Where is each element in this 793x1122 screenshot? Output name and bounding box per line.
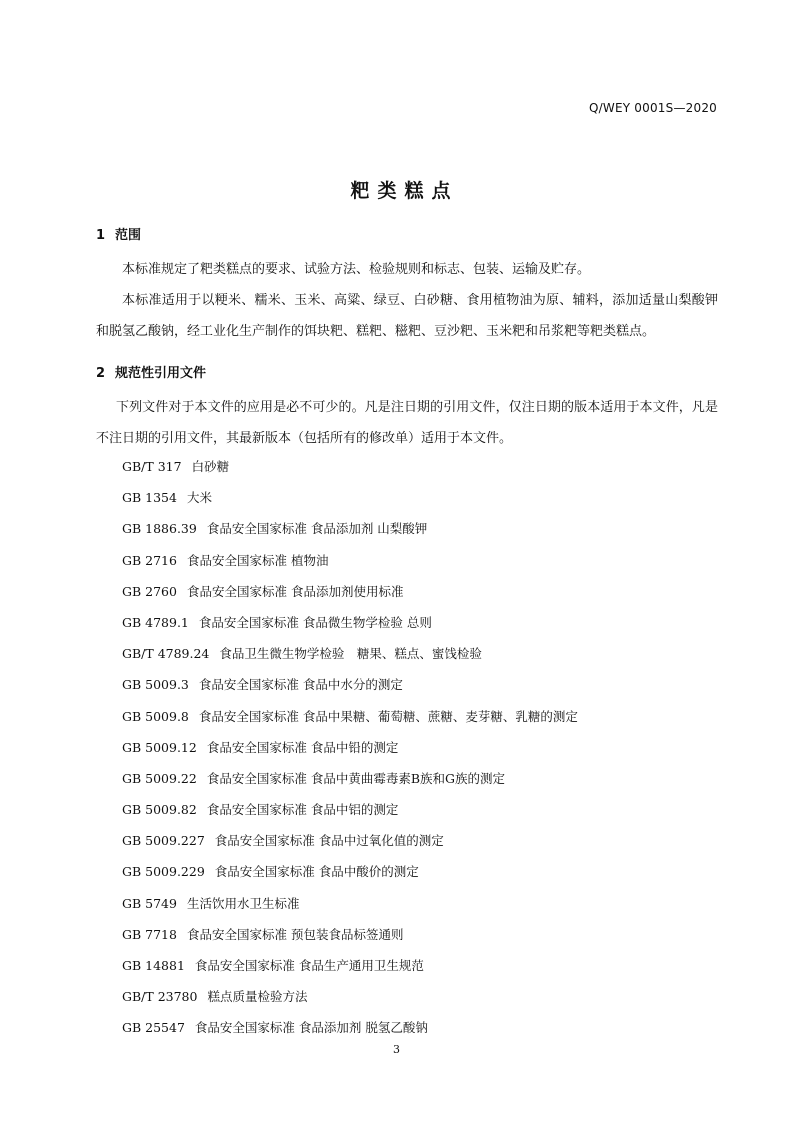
page-number: 3 <box>393 1043 400 1056</box>
reference-item <box>122 642 578 673</box>
reference-code: GB 14881 <box>122 958 185 973</box>
reference-code: GB 5009.22 <box>122 770 197 786</box>
reference-code: GB 5009.227 <box>122 833 205 849</box>
reference-item <box>122 954 578 985</box>
reference-code: GB 1886.39 <box>122 521 197 537</box>
reference-code: GB/T 23780 <box>122 989 198 1005</box>
reference-item <box>122 829 578 860</box>
section-number: 1 <box>96 228 106 243</box>
reference-code: GB 2716 <box>122 552 177 568</box>
section-heading-scope <box>96 224 141 243</box>
reference-item <box>122 736 578 767</box>
reference-title: 食品安全国家标准 植物油 <box>186 552 329 568</box>
reference-code: GB 5009.229 <box>122 864 205 880</box>
reference-list <box>122 455 578 1048</box>
reference-title: 食品安全国家标准 预包装食品标签通则 <box>186 926 404 942</box>
reference-code: GB/T 4789.24 <box>122 646 210 662</box>
references-intro-paragraph: 下列文件对于本文件的应用是必不可少的。凡是注日期的引用文件，仅注日期的版本适用于本文件，凡是不注日期的引用文件，其最新版本（包括所有的修改单）适用于本文件。 <box>96 400 718 446</box>
reference-title: 食品安全国家标准 食品添加剂使用标准 <box>186 583 404 599</box>
reference-code: GB 5009.8 <box>122 708 189 724</box>
reference-item <box>122 549 578 580</box>
reference-item <box>122 985 578 1016</box>
reference-code: GB 5009.3 <box>122 677 189 693</box>
reference-code: GB 2760 <box>122 583 177 599</box>
reference-title: 食品安全国家标准 食品中酸价的测定 <box>214 864 419 880</box>
reference-title: 食品安全国家标准 食品添加剂 山梨酸钾 <box>206 521 428 537</box>
reference-title: 食品安全国家标准 食品中过氧化值的测定 <box>214 833 444 849</box>
reference-title: 食品安全国家标准 食品添加剂 脱氢乙酸钠 <box>194 1020 428 1036</box>
section-number: 2 <box>96 366 106 381</box>
scope-paragraph-2: 本标准适用于以粳米、糯米、玉米、高粱、绿豆、白砂糖、食用植物油为原、辅料，添加适量山梨酸钾和脱氢乙酸钠，经工业化生产制作的饵块粑、糕粑、糍粑、豆沙粑、玉米粑和吊浆粑等粑类糕点。 <box>96 293 718 339</box>
reference-item <box>122 923 578 954</box>
section-title: 范围 <box>115 228 142 243</box>
reference-item <box>122 611 578 642</box>
reference-item <box>122 455 578 486</box>
reference-title: 食品安全国家标准 食品中水分的测定 <box>198 677 403 693</box>
reference-title: 食品卫生微生物学检验 糖果、糕点、蜜饯检验 <box>219 646 482 662</box>
reference-item <box>122 767 578 798</box>
reference-code: GB 5009.82 <box>122 802 197 818</box>
reference-title: 食品安全国家标准 食品生产通用卫生规范 <box>194 958 424 973</box>
reference-title: 食品安全国家标准 食品中铅的测定 <box>206 739 399 755</box>
reference-code: GB 5009.12 <box>122 739 197 755</box>
reference-item <box>122 517 578 548</box>
reference-code: GB 4789.1 <box>122 614 189 630</box>
reference-title: 食品安全国家标准 食品中果糖、葡萄糖、蔗糖、麦芽糖、乳糖的测定 <box>198 708 578 724</box>
reference-code: GB 1354 <box>122 490 177 506</box>
reference-title: 糕点质量检验方法 <box>207 989 308 1005</box>
reference-item <box>122 705 578 736</box>
reference-code: GB 25547 <box>122 1020 185 1036</box>
reference-item <box>122 580 578 611</box>
reference-title: 食品安全国家标准 食品微生物学检验 总则 <box>198 614 432 630</box>
standard-code: Q/WEY 0001S—2020 <box>589 101 717 115</box>
reference-item <box>122 486 578 517</box>
reference-code: GB 7718 <box>122 926 177 942</box>
reference-item <box>122 673 578 704</box>
reference-code: GB/T 317 <box>122 459 182 474</box>
reference-item <box>122 798 578 829</box>
section-title: 规范性引用文件 <box>115 366 207 381</box>
reference-title: 白砂糖 <box>191 459 230 474</box>
reference-item <box>122 860 578 891</box>
section-heading-normative-references <box>96 362 206 381</box>
reference-code: GB 5749 <box>122 895 177 911</box>
reference-item <box>122 892 578 923</box>
scope-paragraph-1: 本标准规定了粑类糕点的要求、试验方法、检验规则和标志、包装、运输及贮存。 <box>122 262 591 277</box>
reference-title: 大米 <box>186 490 212 506</box>
reference-title: 食品安全国家标准 食品中铝的测定 <box>206 802 399 818</box>
reference-title: 食品安全国家标准 食品中黄曲霉毒素B族和G族的测定 <box>206 770 505 786</box>
document-title: 粑类糕点 <box>350 180 459 202</box>
reference-title: 生活饮用水卫生标准 <box>186 895 300 911</box>
